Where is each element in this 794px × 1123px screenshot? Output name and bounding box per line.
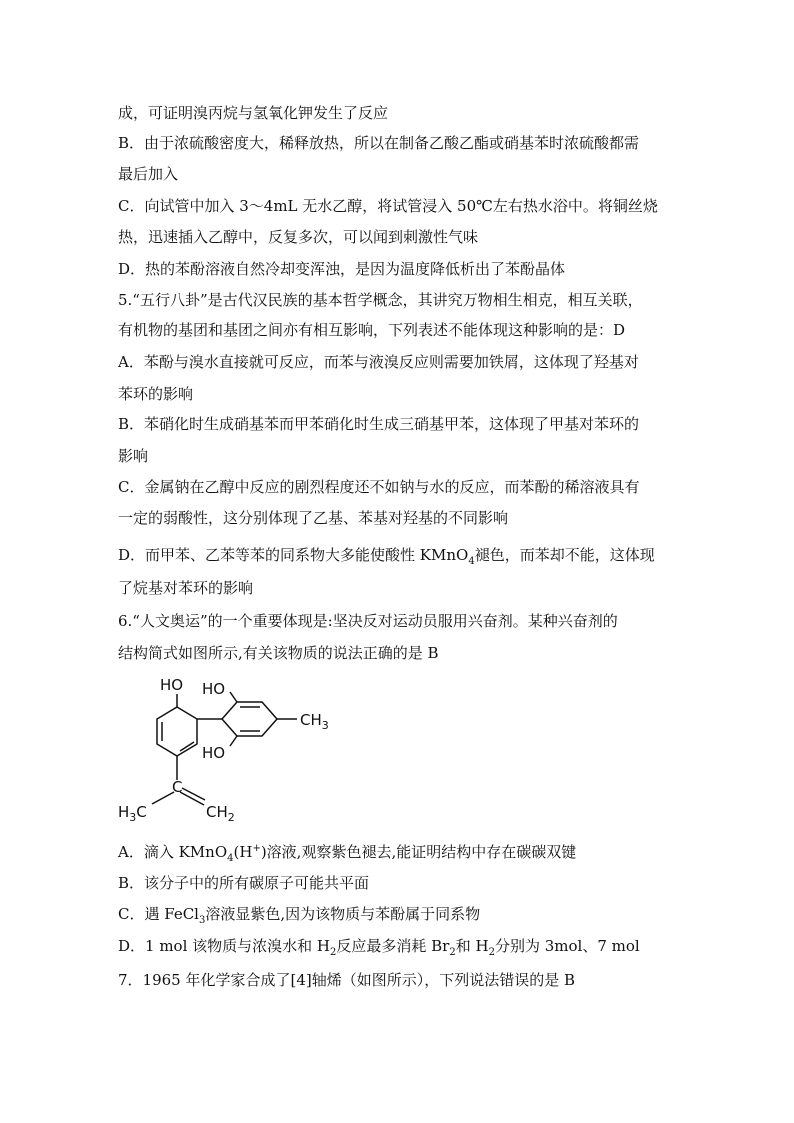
text-line: 一定的弱酸性，这分别体现了乙基、苯基对羟基的不同影响 (118, 509, 509, 527)
text-line: B．由于浓硫酸密度大，稀释放热，所以在制备乙酸乙酯或硝基苯时浓硫酸都需 (118, 134, 640, 152)
option-d: D．1 mol 该物质与浓溴水和 $H_2$反应最多消耗 $Br_2$和 $H_2$分别为 3mol、7 mol (118, 937, 640, 958)
question-6-stem: 结构简式如图所示,有关该物质的说法正确的是 B (118, 644, 439, 662)
text-line: C．向试管中加入 3～4mL 无水乙醇，将试管浸入 50℃左右热水浴中。将铜丝烧 (118, 197, 658, 215)
option-a: A．滴入 KMnO$_4$(H+)溶液,观察紫色褪去,能证明结构中存在碳碳双键 (118, 843, 577, 864)
option-c: C．金属钠在乙醇中反应的剧烈程度还不如钠与水的反应，而苯酚的稀溶液具有 (118, 478, 640, 496)
methyl-label: $H_3C$ (118, 803, 147, 824)
text-line: 热，迅速插入乙醇中，反复多次，可以闻到刺激性气味 (118, 228, 479, 246)
option-b: B．该分子中的所有碳原子可能共平面 (118, 874, 370, 892)
text-line: 影响 (118, 447, 149, 465)
text-line: 了烷基对苯环的影响 (118, 579, 254, 597)
structural-formula (112, 672, 342, 832)
methyl-label: $CH_3$ (300, 711, 329, 732)
text-line: 成，可证明溴丙烷与氢氧化钾发生了反应 (118, 104, 389, 122)
text-line: 最后加入 (118, 165, 179, 183)
hydroxyl-label: HO (202, 680, 226, 698)
text-line: D．热的苯酚溶液自然冷却变浑浊，是因为温度降低析出了苯酚晶体 (118, 260, 566, 278)
option-a: A．苯酚与溴水直接就可反应，而苯与液溴反应则需要加铁屑，这体现了羟基对 (118, 353, 639, 371)
hydroxyl-label: HO (202, 744, 226, 762)
methylene-label: $CH_2$ (206, 803, 235, 824)
carbon-label: C (172, 778, 183, 796)
question-5-stem: 5.“五行八卦”是古代汉民族的基本哲学概念，其讲究万物相生相克，相互关联， (118, 291, 643, 309)
question-7-stem: 7．1965 年化学家合成了[4]轴烯（如图所示），下列说法错误的是 B (118, 971, 576, 989)
option-b: B．苯硝化时生成硝基苯而甲苯硝化时生成三硝基甲苯，这体现了甲基对苯环的 (118, 415, 640, 433)
question-6-stem: 6.“人文奥运”的一个重要体现是:坚决反对运动员服用兴奋剂。某种兴奋剂的 (118, 612, 618, 630)
hydroxyl-label: HO (160, 676, 184, 694)
question-5-stem: 有机物的基团和基团之间亦有相互影响，下列表述不能体现这种影响的是：D (118, 321, 626, 339)
text-line: 苯环的影响 (118, 385, 194, 403)
benzene-ring-left (157, 707, 197, 756)
option-c: C．遇 FeCl$_3$溶液显紫色,因为该物质与苯酚属于同系物 (118, 905, 481, 926)
option-d: D．而甲苯、乙苯等苯的同系物大多能使酸性 KMnO$_4$褪色，而苯却不能，这体现 (118, 546, 655, 567)
